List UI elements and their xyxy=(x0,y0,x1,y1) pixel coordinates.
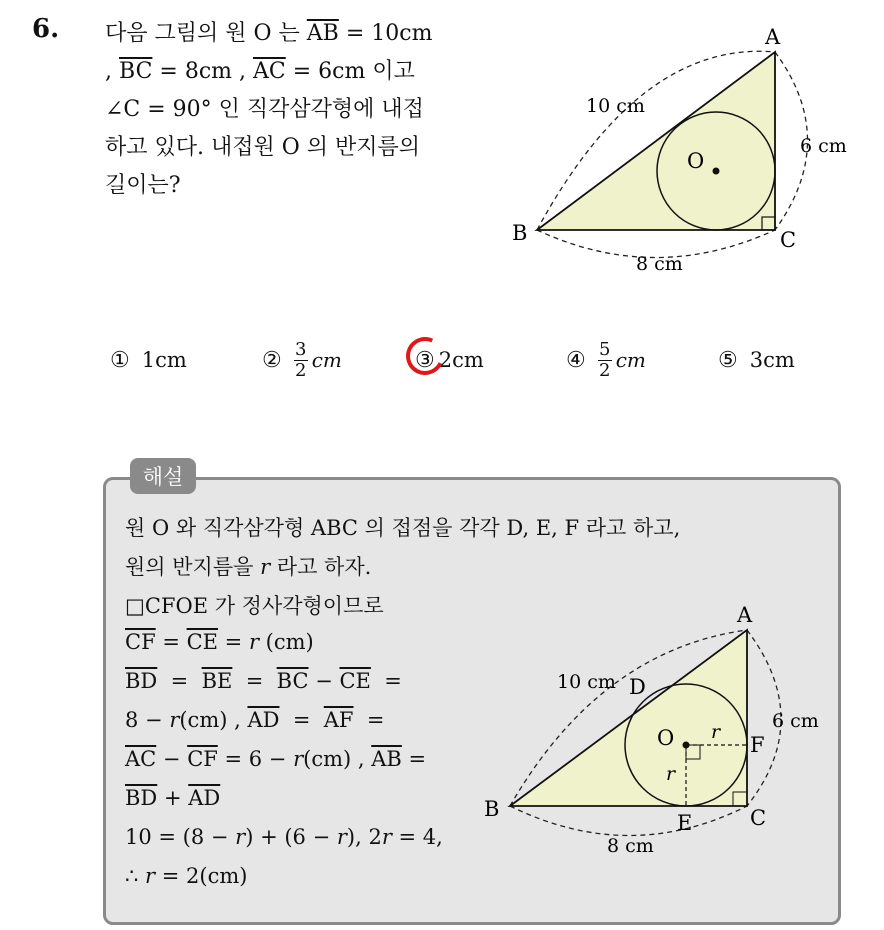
solution-line-1: 원 O 와 직각삼각형 ABC 의 접점을 각각 D, E, F 라고 하고, xyxy=(125,516,681,540)
choice-5-text: 3cm xyxy=(749,348,795,372)
choice-4[interactable] xyxy=(566,325,646,395)
choice-4-fraction xyxy=(598,340,612,381)
sol-label-d: D xyxy=(629,675,646,699)
question-line-2: , $\overline{BC} = 8cm$ , $\overline{AC} = 6cm$ 이고 xyxy=(105,59,415,84)
label-ab: 10 cm xyxy=(586,95,645,117)
label-ac: 6 cm xyxy=(800,135,847,157)
question-line-3: ∠C = 90° 인 직각삼각형에 내접 xyxy=(105,97,424,122)
sol-label-f: F xyxy=(750,733,765,757)
sol-label-c: C xyxy=(750,806,767,830)
solution-line-3: □CFOE 가 정사각형이므로 xyxy=(125,594,384,618)
question-line-4: 하고 있다. 내접원 O 의 반지름의 xyxy=(105,135,421,160)
choice-2-numerator: 3 xyxy=(295,338,307,360)
choice-4-denominator: 2 xyxy=(599,359,611,381)
question-line-5: 길이는? xyxy=(105,173,181,198)
label-b: B xyxy=(512,221,528,245)
solution-line-4: $\overline{CF} = \overline{CE} = r$ (cm) xyxy=(125,630,314,654)
triangle-abc xyxy=(537,52,775,230)
selected-answer-mark xyxy=(401,332,450,381)
choice-2-fraction xyxy=(294,340,308,381)
label-c: C xyxy=(780,228,797,252)
choice-5-mark: ⑤ xyxy=(718,347,738,373)
choice-1-text: 1cm xyxy=(141,348,187,372)
label-a: A xyxy=(765,25,781,49)
center-point xyxy=(713,168,720,175)
label-bc: 8 cm xyxy=(636,253,683,275)
solution-line-10: ∴ r = 2(cm) xyxy=(125,864,248,888)
sol-label-r-vertical: r xyxy=(666,763,676,785)
answer-choices xyxy=(110,325,830,395)
sol-label-b: B xyxy=(484,797,500,821)
choice-3-mark: ③ xyxy=(415,347,435,373)
choice-2-denominator: 2 xyxy=(295,359,307,381)
sol-label-ac: 6 cm xyxy=(772,710,819,732)
question-number: 6. xyxy=(32,14,60,44)
choice-2-mark: ② xyxy=(262,347,282,373)
sol-label-a: A xyxy=(737,603,753,627)
choice-2[interactable] xyxy=(262,325,342,395)
solution-line-6: 8 − r(cm) , $\overline{AD} = \overline{AF}$ = xyxy=(125,708,385,732)
sol-label-e: E xyxy=(677,811,693,835)
solution-line-5: $\overline{BD} = \overline{BE} = \overline{BC} - \overline{CE}$ = xyxy=(125,669,402,693)
choice-2-unit: cm xyxy=(311,348,342,372)
solution-line-8: $\overline{BD} + \overline{AD}$ xyxy=(125,786,221,810)
solution-triangle xyxy=(510,630,747,806)
sol-label-o: O xyxy=(657,726,675,750)
sol-label-r-horizontal: r xyxy=(711,721,721,743)
choice-4-numerator: 5 xyxy=(599,338,611,360)
sol-label-bc: 8 cm xyxy=(607,835,654,857)
solution-line-2: 원의 반지름을 r 라고 하자. xyxy=(125,555,372,579)
question-line-1: 다음 그림의 원 O 는 $\overline{AB} = 10cm$ xyxy=(105,21,433,46)
choice-3-text: 2cm xyxy=(438,348,484,372)
choice-1-mark: ① xyxy=(110,347,130,373)
choice-4-mark: ④ xyxy=(566,347,586,373)
choice-3[interactable] xyxy=(415,325,484,395)
solution-line-9: 10 = (8 − r) + (6 − r), 2r = 4, xyxy=(125,825,443,849)
choice-1[interactable] xyxy=(110,325,187,395)
choice-5[interactable] xyxy=(718,325,795,395)
sol-label-ab: 10 cm xyxy=(557,671,616,693)
triangle-figure xyxy=(500,20,860,280)
choice-4-unit: cm xyxy=(615,348,646,372)
solution-tag: 해설 xyxy=(130,458,196,494)
label-o: O xyxy=(687,149,705,173)
solution-line-7: $\overline{AC} - \overline{CF} = 6 - r(cm)$ , $\overline{AB}$ = xyxy=(125,747,427,771)
solution-figure xyxy=(470,600,840,870)
